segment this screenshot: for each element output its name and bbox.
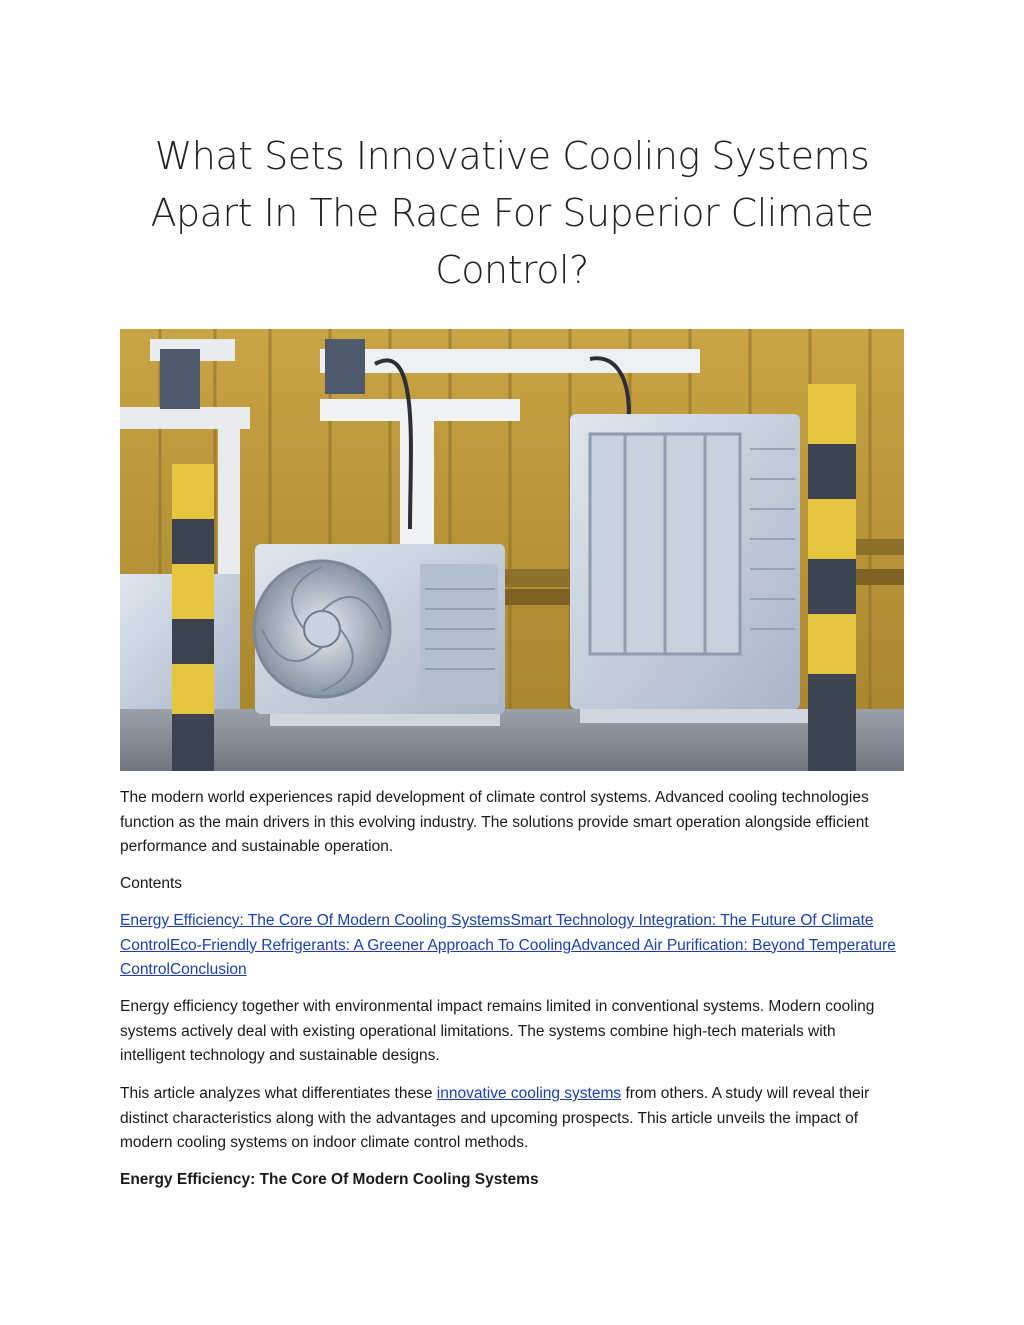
toc-link-air-purification[interactable]: Advanced Air Purification: Beyond Temperature Control	[120, 936, 896, 978]
intro-paragraph: The modern world experiences rapid development of climate control systems. Advanced cooling technologies function as the main drivers in this evolving industry. The solutions provide smart operation alongside efficient performance and sustainable operation.	[120, 789, 869, 855]
paragraph-efficiency: Energy efficiency together with environmental impact remains limited in conventional systems. Modern cooling systems actively deal with existing operational limitations. The systems combine high-tech materials with intelligent technology and sustainable designs.	[120, 998, 875, 1064]
outdoor-ac-units-photo-icon	[120, 329, 904, 771]
paragraph-article-analysis	[120, 1082, 904, 1156]
contents-label: Contents	[120, 875, 183, 892]
toc-link-conclusion[interactable]: Conclusion	[169, 961, 247, 978]
table-of-contents	[120, 909, 904, 983]
section-heading: Energy Efficiency: The Core Of Modern Cooling Systems	[120, 1171, 539, 1188]
paragraph-text-after-link: from others. A study will reveal their distinct characteristics along with the advantages and upcoming prospects. This article unveils the impact of modern cooling systems on indoor climate control methods.	[120, 1085, 870, 1151]
toc-link-energy-efficiency[interactable]: Energy Efficiency: The Core Of Modern Cooling Systems	[120, 912, 511, 929]
toc-link-smart-technology[interactable]: Smart Technology Integration: The Future Of Climate Control	[120, 912, 874, 954]
paragraph-text-before-link: This article analyzes what differentiates these	[120, 1085, 437, 1102]
hero-image	[120, 329, 904, 771]
innovative-cooling-systems-link[interactable]: innovative cooling systems	[436, 1085, 622, 1102]
page-title: What Sets Innovative Cooling Systems Apart In The Race For Superior Climate Control?	[150, 134, 874, 292]
toc-link-eco-refrigerants[interactable]: Eco-Friendly Refrigerants: A Greener Approach To Cooling	[169, 936, 572, 954]
